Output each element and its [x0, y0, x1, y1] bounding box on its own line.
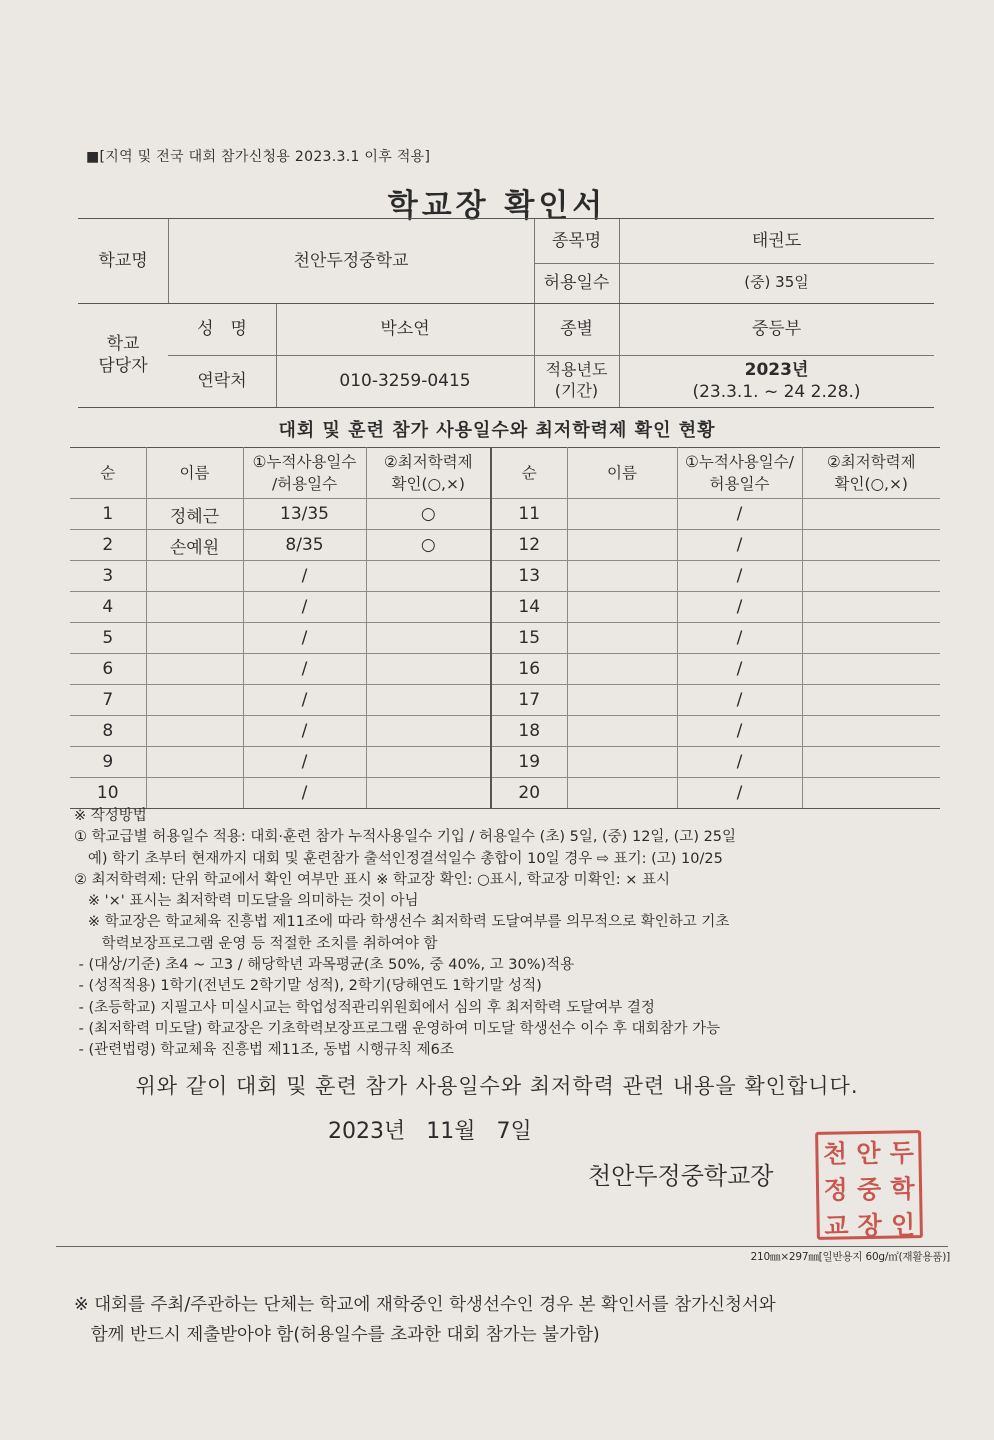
row-number-2: 15	[491, 623, 567, 654]
student-name-2	[567, 561, 677, 592]
col-header-academic: ②최저학력제 확인(○,×)	[366, 448, 491, 499]
row-number: 4	[70, 592, 146, 623]
seal-glyph: 정	[823, 1175, 849, 1205]
academic-check-2	[802, 747, 940, 778]
instruction-line: ※ '×' 표시는 최저학력 미도달을 의미하는 것이 아님	[74, 893, 419, 910]
col-header-days-2: ①누적사용일수/ 허용일수	[677, 448, 802, 499]
days-used-2: /	[677, 778, 802, 809]
days-used-2: /	[677, 592, 802, 623]
academic-check	[366, 654, 491, 685]
table-row	[70, 623, 940, 654]
col-header-name-2: 이름	[567, 448, 677, 499]
table-row	[70, 716, 940, 747]
days-used-2: /	[677, 530, 802, 561]
contact-label: 연락처	[197, 370, 247, 391]
row-number-2: 19	[491, 747, 567, 778]
student-name-2	[567, 716, 677, 747]
student-name-2	[567, 623, 677, 654]
seal-glyph: 교	[824, 1211, 849, 1241]
row-number: 8	[70, 716, 146, 747]
student-name-2	[567, 592, 677, 623]
student-name	[146, 778, 243, 809]
school-name-label: 학교명	[98, 250, 148, 271]
row-number: 1	[70, 499, 146, 530]
section-title: 대회 및 훈련 참가 사용일수와 최저학력제 확인 현황	[278, 420, 716, 441]
student-name	[146, 561, 243, 592]
principal-signature: 천안두정중학교장	[588, 1162, 774, 1190]
col-header-days: ①누적사용일수 /허용일수	[243, 448, 366, 499]
instruction-line: 예) 학기 초부터 현재까지 대회 및 훈련참가 출석인정결석일수 총합이 10일 경우 ⇨ 표기: (고) 10/25	[74, 850, 723, 867]
academic-check	[366, 623, 491, 654]
table-row	[70, 747, 940, 778]
form-usage-tag: ■[지역 및 전국 대회 참가신청용 2023.3.1 이후 적용]	[86, 149, 431, 165]
student-name	[146, 747, 243, 778]
academic-check: ○	[366, 499, 491, 530]
seal-glyph: 인	[890, 1210, 916, 1240]
sport-label: 종목명	[551, 230, 602, 251]
table-row	[70, 499, 940, 530]
student-name-2	[567, 778, 677, 809]
row-number-2: 17	[491, 685, 567, 716]
participation-table	[70, 447, 940, 809]
seal-glyph: 중	[856, 1174, 882, 1205]
col-header-no-2: 순	[491, 448, 567, 499]
allowed-days-value: (중) 35일	[744, 273, 809, 292]
student-name: 손예원	[146, 530, 243, 561]
student-name	[146, 716, 243, 747]
row-number: 3	[70, 561, 146, 592]
days-used-2: /	[677, 623, 802, 654]
row-number: 6	[70, 654, 146, 685]
student-name-2	[567, 747, 677, 778]
days-used: /	[243, 623, 366, 654]
row-number-2: 14	[491, 592, 567, 623]
row-number: 5	[70, 623, 146, 654]
student-name: 정혜근	[146, 499, 243, 530]
apply-year-value: 2023년	[744, 359, 809, 380]
student-name	[146, 623, 243, 654]
instruction-line: - (성적적용) 1학기(전년도 2학기말 성적), 2학기(당해연도 1학기말 성적)	[74, 978, 542, 995]
academic-check-2	[802, 530, 940, 561]
days-used: /	[243, 747, 366, 778]
division-label: 종별	[560, 318, 593, 339]
school-name-value: 천안두정중학교	[293, 250, 409, 271]
instruction-line: - (초등학교) 지필고사 미실시교는 학업성적관리위원회에서 심의 후 최저학력 도달여부 결정	[74, 999, 655, 1016]
row-number-2: 18	[491, 716, 567, 747]
academic-check-2	[802, 685, 940, 716]
academic-check-2	[802, 716, 940, 747]
academic-check	[366, 592, 491, 623]
academic-check-2	[802, 623, 940, 654]
instruction-line: ※ 작성방법	[74, 808, 147, 824]
seal-glyph: 천	[822, 1139, 848, 1169]
official-seal-stamp	[815, 1130, 923, 1240]
footer-line: 함께 반드시 제출받아야 함(허용일수를 초과한 대회 참가는 불가함)	[74, 1325, 600, 1345]
col-header-name: 이름	[146, 448, 243, 499]
footer-note	[74, 1290, 776, 1350]
instruction-line: 학력보장프로그램 운영 등 적절한 조치를 취하여야 함	[74, 935, 438, 952]
divider	[56, 1246, 948, 1247]
student-name-2	[567, 685, 677, 716]
col-header-academic-2: ②최저학력제 확인(○,×)	[802, 448, 940, 499]
row-number-2: 13	[491, 561, 567, 592]
academic-check	[366, 716, 491, 747]
instruction-line: ※ 학교장은 학교체육 진흥법 제11조에 따라 학생선수 최저학력 도달여부를 의무적으로 확인하고 기초	[74, 914, 730, 931]
days-used: 8/35	[243, 530, 366, 561]
student-name-2	[567, 530, 677, 561]
academic-check	[366, 685, 491, 716]
academic-check-2	[802, 561, 940, 592]
table-row	[70, 685, 940, 716]
row-number-2: 12	[491, 530, 567, 561]
academic-check: ○	[366, 530, 491, 561]
division-value: 중등부	[751, 318, 802, 339]
days-used: /	[243, 592, 366, 623]
manager-name-label: 성 명	[197, 318, 247, 339]
table-row	[70, 530, 940, 561]
contact-value: 010-3259-0415	[339, 370, 471, 391]
footer-line: ※ 대회를 주최/주관하는 단체는 학교에 재학중인 학생선수인 경우 본 확인서를 참가신청서와	[74, 1295, 776, 1315]
seal-glyph: 장	[857, 1210, 883, 1241]
days-used-2: /	[677, 716, 802, 747]
row-number: 10	[70, 778, 146, 809]
student-name	[146, 685, 243, 716]
instruction-line: - (대상/기준) 초4 ~ 고3 / 해당학년 과목평균(초 50%, 중 40%, 고 30%)적용	[74, 957, 575, 974]
apply-year-label: 적용년도 (기간)	[545, 360, 608, 400]
instruction-line: - (최저학력 미도달) 학교장은 기초학력보장프로그램 운영하여 미도달 학생선수 이수 후 대회참가 가능	[74, 1020, 721, 1037]
table-row	[70, 561, 940, 592]
seal-glyph: 두	[889, 1138, 915, 1168]
table-header-row	[70, 448, 940, 499]
document-title: 학교장 확인서	[387, 188, 607, 224]
seal-glyph: 안	[856, 1138, 881, 1169]
instructions-block	[74, 806, 954, 1062]
days-used: /	[243, 778, 366, 809]
row-number-2: 16	[491, 654, 567, 685]
seal-glyph: 학	[890, 1174, 915, 1204]
instruction-line: ② 최저학력제: 단위 학교에서 확인 여부만 표시 ※ 학교장 확인: ○표시, 학교장 미확인: × 표시	[74, 871, 670, 888]
student-name	[146, 654, 243, 685]
issue-date: 2023년 11월 7일	[328, 1119, 532, 1144]
col-header-no: 순	[70, 448, 146, 499]
days-used-2: /	[677, 561, 802, 592]
days-used: /	[243, 561, 366, 592]
info-table	[78, 218, 934, 408]
student-name-2	[567, 654, 677, 685]
sport-value: 태권도	[751, 230, 802, 251]
academic-check-2	[802, 592, 940, 623]
academic-check-2	[802, 654, 940, 685]
days-used-2: /	[677, 499, 802, 530]
days-used: /	[243, 716, 366, 747]
academic-check-2	[802, 778, 940, 809]
allowed-days-label: 허용일수	[543, 272, 610, 293]
row-number: 9	[70, 747, 146, 778]
days-used-2: /	[677, 654, 802, 685]
row-number: 7	[70, 685, 146, 716]
academic-check	[366, 778, 491, 809]
instruction-line: - (관련법령) 학교체육 진흥법 제11조, 동법 시행규칙 제6조	[74, 1042, 454, 1059]
row-number-2: 20	[491, 778, 567, 809]
days-used-2: /	[677, 747, 802, 778]
row-number-2: 11	[491, 499, 567, 530]
student-name	[146, 592, 243, 623]
academic-check	[366, 561, 491, 592]
manager-name-value: 박소연	[380, 318, 430, 339]
academic-check	[366, 747, 491, 778]
table-row	[70, 778, 940, 809]
confirmation-statement: 위와 같이 대회 및 훈련 참가 사용일수와 최저학력 관련 내용을 확인합니다.	[135, 1074, 859, 1098]
instruction-line: ① 학교급별 허용일수 적용: 대회·훈련 참가 누적사용일수 기입 / 허용일수 (초) 5일, (중) 12일, (고) 25일	[74, 829, 737, 846]
row-number: 2	[70, 530, 146, 561]
manager-label: 학교 담당자	[98, 333, 148, 376]
academic-check-2	[802, 499, 940, 530]
student-name-2	[567, 499, 677, 530]
days-used: 13/35	[243, 499, 366, 530]
apply-period-value: (23.3.1. ~ 24 2.28.)	[692, 382, 861, 402]
days-used: /	[243, 685, 366, 716]
paper-spec: 210㎜×297㎜[일반용지 60g/㎡(재활용품)]	[750, 1251, 950, 1263]
days-used-2: /	[677, 685, 802, 716]
table-row	[70, 654, 940, 685]
days-used: /	[243, 654, 366, 685]
table-row	[70, 592, 940, 623]
